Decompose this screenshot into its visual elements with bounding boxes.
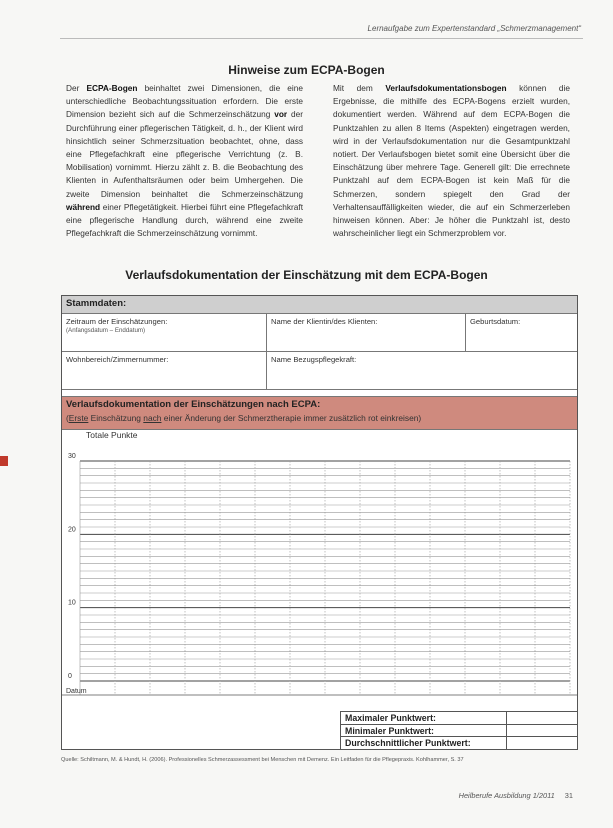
points-grid[interactable] — [62, 429, 577, 695]
klient-name-field[interactable] — [267, 314, 466, 351]
min-label: Minimaler Punktwert: — [341, 725, 507, 738]
left-column-run: vor — [274, 109, 288, 120]
verlauf-title: Verlaufsdokumentation der Einschätzungen nach ECPA: — [66, 399, 321, 410]
y-tick-label: 10 — [68, 599, 76, 607]
bezugspflegekraft-field[interactable] — [267, 352, 577, 389]
klient-name-label: Name der Klientin/des Klienten: — [271, 317, 378, 326]
section-title-verlauf: Verlaufsdokumentation der Einschätzung mit dem ECPA-Bogen — [125, 268, 488, 282]
page-footer — [459, 791, 573, 800]
edge-marker — [0, 456, 8, 466]
right-column-run: Verlaufsdokumentationsbogen — [385, 83, 507, 93]
right-column-run: Mit dem — [333, 83, 386, 93]
zeitraum-field[interactable] — [62, 314, 267, 351]
left-column-run: während — [66, 201, 101, 212]
geburtsdatum-label: Geburtsdatum: — [470, 317, 521, 326]
stammdaten-row-1 — [62, 314, 577, 352]
y-tick-label: 0 — [68, 673, 72, 680]
left-column-run: der Durchführung einer pflegerischen Tätigkeit, d. h., der Klient wird hinsichtlich seiner Schmerzsituation beobachtet, ohne, dass eine Pflegefachkraft eine pflegerische Verrichtung (z. B. Mobilisation) vornimmt. Hierzu zählt z. B. die Beobachtung des Klienten in Aufenthaltsräumen oder beim Umhergehen. Die zweite Dimension beinhaltet die Schmerzeinschätzung — [66, 109, 303, 199]
avg-row — [341, 736, 578, 750]
left-column-run: einer Pflegetätigkeit. Hierbei führt eine Pflegefachkraft eine pflegerische Handlung durch, während eine zweite Pflegefachkraft die Schmerzeinschätzung vornimmt. — [66, 201, 303, 239]
verlauf-form — [61, 295, 578, 750]
bezugspflegekraft-label: Name Bezugspflegekraft: — [271, 355, 357, 364]
zeitraum-label: Zeitraum der Einschätzungen: — [66, 317, 168, 326]
section-title-hinweise: Hinweise zum ECPA-Bogen — [228, 63, 385, 77]
right-column-run: können die Ergebnisse, die mithilfe des ECPA-Bogens erzielt wurden, dokumentiert werden. Während auf dem ECPA-Bogen die Punktzahlen zu allen 8 Items (Aspekten) eingetragen werden, wird in der Verlaufsdokumentation nur die Gesamtpunktzahl notiert. Der Verlaufsbogen bietet somit eine Übersicht über die Einschätzung über mehrere Tage. Generell gilt: Die errechnete Punktzahl auf dem ECPA-Bogen ist kein Maß für die Schmerzen, sondern spiegelt den Grad der Verhaltensauffälligkeiten wieder, die auf ein Schmerzerleben hinweisen können. Aber: Je höher die Punktzahl ist, desto wahrscheinlicher liegt ein Schmerzproblem vor. — [333, 83, 570, 239]
hinweise-right-column — [333, 82, 570, 240]
y-tick-label: 30 — [68, 453, 76, 460]
verlauf-header — [62, 396, 577, 430]
left-column-run: ECPA-Bogen — [86, 83, 138, 93]
footer-journal: Heilberufe Ausbildung 1/2011 — [458, 791, 555, 800]
avg-label: Durchschnittlicher Punktwert: — [341, 737, 507, 750]
points-chart — [62, 429, 577, 695]
left-column-run: beinhaltet zwei Dimensionen, die eine unterschiedliche Beobachtungssituation erfordern. Die erste Dimension bezieht sich auf die Schmerzeinschätzung — [66, 83, 303, 120]
hinweise-left-column — [66, 82, 303, 240]
stammdaten-row-2 — [62, 352, 577, 390]
x-axis-label: Datum — [66, 688, 87, 695]
zeitraum-sub: (Anfangsdatum – Enddatum) — [66, 327, 146, 334]
summary-table — [340, 711, 578, 749]
chart-ylabel: Totale Punkte — [86, 430, 138, 440]
page-number: 31 — [564, 791, 573, 800]
geburtsdatum-field[interactable] — [466, 314, 577, 351]
left-column-run: Der — [66, 83, 87, 93]
min-row — [341, 724, 578, 738]
wohnbereich-label: Wohnbereich/Zimmernummer: — [66, 355, 169, 364]
stammdaten-title: Stammdaten: — [66, 298, 127, 309]
source-citation: Quelle: Schiltmann, M. & Hundt, H. (2006). Professionelles Schmerzassessment bei Menschen mit Demenz. Ein Leitfaden für die Pflegepraxis. Kohlhammer, S. 37 — [61, 757, 464, 763]
wohnbereich-field[interactable] — [62, 352, 267, 389]
max-row — [341, 711, 578, 725]
max-label: Maximaler Punktwert: — [341, 712, 507, 725]
avg-value-field[interactable] — [508, 737, 578, 750]
y-tick-label: 20 — [68, 526, 76, 534]
verlauf-note: (Erste Einschätzung nach einer Änderung der Schmerztherapie immer zusätzlich rot einkreisen) — [66, 413, 422, 423]
running-header: Lernaufgabe zum Expertenstandard „Schmerzmanagement“ — [60, 24, 583, 39]
stammdaten-header — [62, 296, 577, 314]
